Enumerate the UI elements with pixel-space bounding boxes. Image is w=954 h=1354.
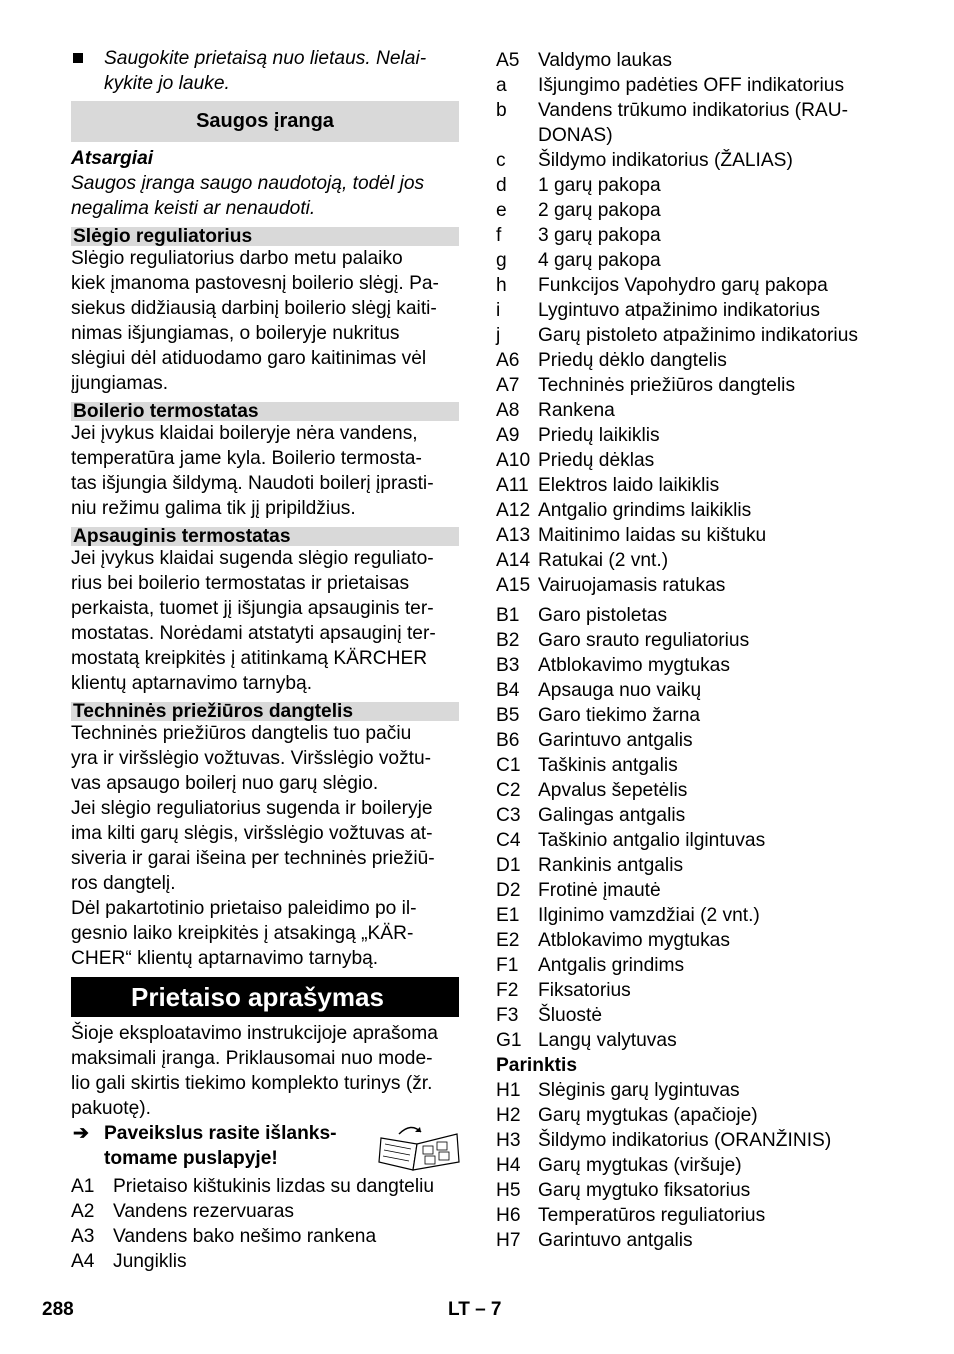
item-code: A5 — [496, 50, 520, 71]
item-label: Garo pistoletas — [538, 605, 668, 626]
item-label: Šildymo indikatorius (ŽALIAS) — [538, 150, 793, 171]
text-line: Slėgio reguliatorius darbo metu palaiko — [71, 248, 403, 269]
item-label: Rankena — [538, 400, 615, 421]
text-line: lio gali skirtis tiekimo komplekto turinys (žr. — [71, 1073, 433, 1094]
section-reference: LT – 7 — [448, 1299, 502, 1320]
item-label: Apvalus šepetėlis — [538, 780, 688, 801]
item-label: Temperatūros reguliatorius — [538, 1205, 766, 1226]
item-label: Taškinis antgalis — [538, 755, 678, 776]
item-code: D1 — [496, 855, 521, 876]
item-label: Rankinis antgalis — [538, 855, 684, 876]
text-line: mostatas. Norėdami atstatyti apsauginį ter- — [71, 623, 436, 644]
section-title-safety: Saugos įranga — [196, 110, 334, 132]
item-code: A7 — [496, 375, 520, 396]
item-code: h — [496, 275, 507, 296]
item-label: Priedų dėklas — [538, 450, 655, 471]
item-code: B4 — [496, 680, 520, 701]
item-code: g — [496, 250, 507, 271]
text-line: siveria ir garai išeina per techninės priežiū- — [71, 848, 435, 869]
item-code: H3 — [496, 1130, 521, 1151]
item-label: Galingas antgalis — [538, 805, 686, 826]
item-code: A1 — [71, 1176, 95, 1197]
rain-warning-line: kykite jo lauke. — [104, 73, 230, 94]
item-code: b — [496, 100, 507, 121]
boiler-thermostat-title: Boilerio termostatas — [73, 401, 259, 422]
item-code: G1 — [496, 1030, 522, 1051]
item-label: Lygintuvo atpažinimo indikatorius — [538, 300, 820, 321]
item-code: H6 — [496, 1205, 521, 1226]
item-label: Maitinimo laidas su kištuku — [538, 525, 767, 546]
text-line: Jei slėgio reguliatorius sugenda ir boileryje — [71, 798, 433, 819]
item-label: Atblokavimo mygtukas — [538, 930, 730, 951]
item-label: Atblokavimo mygtukas — [538, 655, 730, 676]
item-label: Garų mygtuko fiksatorius — [538, 1180, 751, 1201]
item-label: Šluostė — [538, 1005, 602, 1026]
text-line: tas išjungia šildymą. Naudoti boilerį įprasti- — [71, 473, 434, 494]
item-label: Garų pistoleto atpažinimo indikatorius — [538, 325, 858, 346]
item-label: Frotinė įmautė — [538, 880, 661, 901]
text-line: ros dangtelį. — [71, 873, 176, 894]
text-line: perkaista, tuomet jį išjungia apsauginis ter- — [71, 598, 434, 619]
item-label: Vandens rezervuaras — [113, 1201, 294, 1222]
item-code: B5 — [496, 705, 520, 726]
text-line: ima kilti garų slėgis, viršslėgio vožtuvas at- — [71, 823, 433, 844]
item-code: H2 — [496, 1105, 521, 1126]
item-label: Vandens bako nešimo rankena — [113, 1226, 377, 1247]
item-code: A3 — [71, 1226, 95, 1247]
item-code: B6 — [496, 730, 520, 751]
fold-out-note: tomame puslapyje! — [104, 1148, 278, 1169]
text-line: rius bei boilerio termostatas ir prietaisas — [71, 573, 410, 594]
item-label: Garintuvo antgalis — [538, 1230, 693, 1251]
page-number: 288 — [42, 1299, 74, 1320]
item-code: a — [496, 75, 507, 96]
arrow-icon: ➔ — [73, 1123, 90, 1144]
item-label: 3 garų pakopa — [538, 225, 661, 246]
item-label: Prietaiso kištukinis lizdas su dangteliu — [113, 1176, 435, 1197]
option-title: Parinktis — [496, 1055, 578, 1076]
item-label: Slėginis garų lygintuvas — [538, 1080, 740, 1101]
item-code: H1 — [496, 1080, 521, 1101]
text-line: kiek įmanoma pastovesnį boilerio slėgį. Pa- — [71, 273, 439, 294]
item-label: Vairuojamasis ratukas — [538, 575, 726, 596]
item-code: d — [496, 175, 507, 196]
item-code: B2 — [496, 630, 520, 651]
caution-title: Atsargiai — [71, 148, 154, 169]
item-label: Priedų dėklo dangtelis — [538, 350, 727, 371]
text-line: yra ir viršslėgio vožtuvas. Viršslėgio vožtu- — [71, 748, 432, 769]
maintenance-cover-title: Techninės priežiūros dangtelis — [73, 701, 354, 722]
text-line: vas apsaugo boilerį nuo garų slėgio. — [71, 773, 379, 794]
item-label: Garų mygtukas (apačioje) — [538, 1105, 758, 1126]
item-code: A6 — [496, 350, 520, 371]
item-code: j — [496, 325, 501, 346]
text-line: siekus didžiausią darbinį boilerio slėgį kaiti- — [71, 298, 437, 319]
text-line: Jei įvykus klaidai sugenda slėgio reguliato- — [71, 548, 434, 569]
item-code: A9 — [496, 425, 520, 446]
text-line: CHER“ klientų aptarnavimo tarnybą. — [71, 948, 379, 969]
rain-warning-line: Saugokite prietaisą nuo lietaus. Nelai- — [104, 48, 427, 69]
item-code: E1 — [496, 905, 520, 926]
item-code: C2 — [496, 780, 521, 801]
protective-thermostat-title: Apsauginis termostatas — [73, 526, 291, 547]
item-code: H7 — [496, 1230, 521, 1251]
item-label: 2 garų pakopa — [538, 200, 661, 221]
item-code: C1 — [496, 755, 521, 776]
subheading-bar — [71, 527, 459, 546]
item-label: Ilginimo vamzdžiai (2 vnt.) — [538, 905, 760, 926]
text-line: slėgiui dėl atiduodamo garo kaitinimas vėl — [71, 348, 427, 369]
item-code: c — [496, 150, 506, 171]
item-label: Antgalis grindims — [538, 955, 685, 976]
item-code: E2 — [496, 930, 520, 951]
item-label: Apsauga nuo vaikų — [538, 680, 702, 701]
text-line: niu režimu galima tik jį pripildžius. — [71, 498, 356, 519]
text-line: pakuotę). — [71, 1098, 152, 1119]
item-label: DONAS) — [538, 125, 613, 146]
item-label: Priedų laikiklis — [538, 425, 660, 446]
text-line: Jei įvykus klaidai boileryje nėra vandens, — [71, 423, 418, 444]
text-line: įjungiamas. — [71, 373, 169, 394]
item-code: B3 — [496, 655, 520, 676]
section-heading-bar — [71, 101, 459, 142]
caution-text: negalima keisti ar nenaudoti. — [71, 198, 316, 219]
item-label: Techninės priežiūros dangtelis — [538, 375, 796, 396]
item-label: Šildymo indikatorius (ORANŽINIS) — [538, 1130, 832, 1151]
item-label: Vandens trūkumo indikatorius (RAU- — [538, 100, 848, 121]
text-line: mostatą kreipkitės į atitinkamą KÄRCHER — [71, 648, 428, 669]
item-code: C3 — [496, 805, 521, 826]
chapter-heading-bar — [71, 977, 459, 1017]
text-line: temperatūra jame kyla. Boilerio termosta- — [71, 448, 422, 469]
subheading-bar — [71, 702, 459, 721]
item-label: Antgalio grindims laikiklis — [538, 500, 752, 521]
text-line: Dėl pakartotinio prietaiso paleidimo po il- — [71, 898, 417, 919]
item-code: F2 — [496, 980, 519, 1001]
text-line: klientų aptarnavimo tarnybą. — [71, 673, 313, 694]
item-label: Taškinio antgalio ilgintuvas — [538, 830, 766, 851]
item-code: H4 — [496, 1155, 521, 1176]
item-code: A4 — [71, 1251, 95, 1272]
caution-text: Saugos įranga saugo naudotoją, todėl jos — [71, 173, 425, 194]
item-code: e — [496, 200, 507, 221]
item-code: f — [496, 225, 502, 246]
item-code: D2 — [496, 880, 521, 901]
bullet-square-icon — [73, 53, 83, 63]
item-code: B1 — [496, 605, 520, 626]
item-label: Išjungimo padėties OFF indikatorius — [538, 75, 845, 96]
item-code: F1 — [496, 955, 519, 976]
subheading-bar — [71, 402, 459, 421]
item-label: 4 garų pakopa — [538, 250, 661, 271]
item-label: Garo tiekimo žarna — [538, 705, 701, 726]
subheading-bar — [71, 227, 459, 246]
item-label: Funkcijos Vapohydro garų pakopa — [538, 275, 828, 296]
item-label: Valdymo laukas — [538, 50, 673, 71]
chapter-title: Prietaiso aprašymas — [131, 982, 384, 1012]
item-label: Garų mygtukas (viršuje) — [538, 1155, 742, 1176]
item-label: Jungiklis — [113, 1251, 187, 1272]
item-code: H5 — [496, 1180, 521, 1201]
item-code: A15 — [496, 575, 531, 596]
item-label: Garo srauto reguliatorius — [538, 630, 750, 651]
item-label: Garintuvo antgalis — [538, 730, 693, 751]
text-line: gesnio laiko kreipkitės į atsakingą „KÄR- — [71, 923, 414, 944]
item-code: i — [496, 300, 501, 321]
item-code: C4 — [496, 830, 521, 851]
item-code: A14 — [496, 550, 531, 571]
item-code: F3 — [496, 1005, 519, 1026]
item-label: 1 garų pakopa — [538, 175, 661, 196]
item-code: A11 — [496, 475, 529, 496]
text-line: Šioje eksploatavimo instrukcijoje aprašoma — [71, 1023, 438, 1044]
open-booklet-icon — [377, 1124, 461, 1174]
item-label: Elektros laido laikiklis — [538, 475, 720, 496]
fold-out-note: Paveikslus rasite išlanks- — [104, 1123, 337, 1144]
text-line: Techninės priežiūros dangtelis tuo pačiu — [71, 723, 412, 744]
item-code: A12 — [496, 500, 531, 521]
item-label: Fiksatorius — [538, 980, 631, 1001]
item-label: Ratukai (2 vnt.) — [538, 550, 669, 571]
item-code: A10 — [496, 450, 531, 471]
item-code: A8 — [496, 400, 520, 421]
item-label: Langų valytuvas — [538, 1030, 677, 1051]
text-line: maksimali įranga. Priklausomai nuo mode- — [71, 1048, 433, 1069]
text-line: nimas išjungiamas, o boileryje nukritus — [71, 323, 400, 344]
pressure-regulator-title: Slėgio reguliatorius — [73, 226, 253, 247]
item-code: A2 — [71, 1201, 95, 1222]
item-code: A13 — [496, 525, 531, 546]
